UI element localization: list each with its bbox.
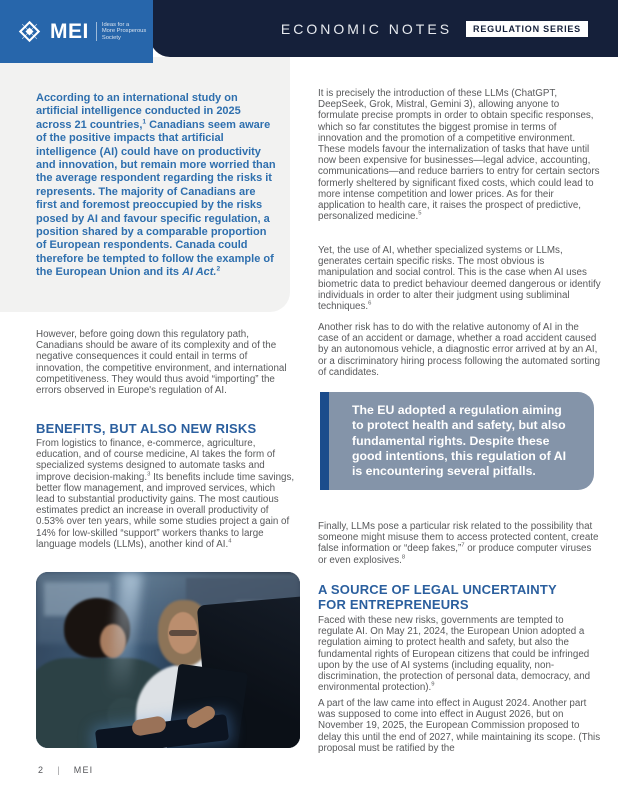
tagline-line: More Prosperous (101, 28, 147, 35)
page-footer (38, 765, 93, 775)
paragraph-specific-risks: Yet, the use of AI, whether specialized systems or LLMs, generates certain specific risks. The most obvious is manipulation and social control. This is the case when AI uses biometric data to predict behaviour deemed dangerous or identify individuals in order to alter their judgment using subliminal techniques.$^6$ (318, 245, 601, 313)
paragraph-autonomy-risk: Another risk has to do with the relative autonomy of AI in the case of an accident or damage, whether a road accident caused by an autonomous vehicle, a diagnostic error arrived at by an AI, or a discriminatory hiring process following the automated sorting of candidates. (318, 322, 601, 378)
heading-line: FOR ENTREPRENEURS (318, 597, 469, 612)
paragraph-llm-misuse: Finally, LLMs pose a particular risk related to the possibility that someone might misuse them to access protected content, create false information or “deep fakes,”$^7$ or produce computer viruses or even explosives.$^8$ (318, 521, 599, 566)
mei-tagline (96, 22, 146, 42)
paragraph-regulatory-path: However, before going down this regulatory path, Canadians should be aware of its complexity and of the negative consequences it could entail in terms of innovation, the competitive environment, and international competitiveness. They would thus avoid “importing” the errors observed in Europe's regulation of AI. (36, 329, 287, 397)
eu-regulation-callout (320, 392, 594, 490)
callout-accent-bar (320, 392, 329, 490)
heading-line: A SOURCE OF LEGAL UNCERTAINTY (318, 582, 557, 597)
tagline-line: Society (101, 34, 121, 41)
tagline-line: Ideas for a (101, 21, 130, 28)
page-number: 2 (38, 765, 45, 775)
paragraph-llms-introduction: It is precisely the introduction of these LLMs (ChatGPT, DeepSeek, Grok, Mistral, Gemini 3), allowing anyone to formulate precise prompts in order to obtain specific responses, which so far constitutes the biggest promise in terms of innovation and the promotion of a competitive environment. These models favour the internalization of tasks that have until now been expensive for businesses—legal advice, accounting, communications—and reduce barriers to entry for certain sectors formerly sheltered by significant fixed costs, which could lead to more intense competition and lower prices. As for their application to health care, it raises the prospect of predictive, personalized medicine.$^5$ (318, 88, 600, 223)
publication-title: ECONOMIC NOTES (280, 20, 453, 37)
intro-paragraph: According to an international study on artificial intelligence conducted in 2025 across 21 countries,$^1$ Canadians seem aware of the positive impacts that artificial intelligence (AI) could have on productivity and innovation, but remain more worried than the average respondent regarding the risks it represents. The majority of Canadians are first and foremost preoccupied by the risks posed by AI and favour specific regulation, a position shared by a comparable proportion of European respondents. Canada could therefore be tempted to follow the example of the European Union and its AI Act.$^2$ (36, 92, 276, 279)
mei-wordmark: MEI (50, 20, 89, 43)
office-workers-photo (36, 572, 300, 748)
mei-diamond-icon (16, 18, 43, 45)
footer-brand: MEI (73, 765, 94, 775)
section-heading-benefits: BENEFITS, BUT ALSO NEW RISKS (36, 421, 257, 436)
photo-glasses-shape (169, 630, 197, 636)
footer-separator: | (57, 765, 61, 775)
paragraph-eu-regulation: Faced with these new risks, governments are tempted to regulate AI. On May 21, 2024, the European Union adopted a regulation aiming to protect health and safety, but also the fundamental rights of European citizens that could be infringed upon by the use of AI systems (including equality, non-discrimination, the protection of personal data, democracy, and environmental protection).$^9$ (318, 615, 591, 694)
section-heading-legal-uncertainty (318, 582, 588, 612)
mei-logo (0, 0, 153, 63)
paragraph-law-timeline: A part of the law came into effect in August 2024. Another part was supposed to come into effect in August 2026, but on November 19, 2025, the European Commission proposed to delay this until the end of 2027, while maintaining its scope. (This proposal must be ratified by the (318, 698, 601, 754)
callout-text: The EU adopted a regulation aiming to protect health and safety, but also fundamental rights. Despite these good intentions, this regulation of AI is encountering several pitfalls. (329, 392, 594, 490)
header-band (150, 0, 618, 57)
series-badge: REGULATION SERIES (466, 21, 588, 37)
paragraph-benefits: From logistics to finance, e-commerce, agriculture, education, and of course medicine, AI takes the form of specialized systems designed to automate tasks and improve decision-making.$^3$ Its benefits include time savings, better flow management, and improved services, which lead to substantial productivity gains. The most cautious estimates predict an increase in overall productivity of 0.53% over ten years, while some studies project a gain of 14% for low-skilled “support” workers thanks to large language models (LLMs), another kind of AI.$^4$ (36, 438, 295, 550)
